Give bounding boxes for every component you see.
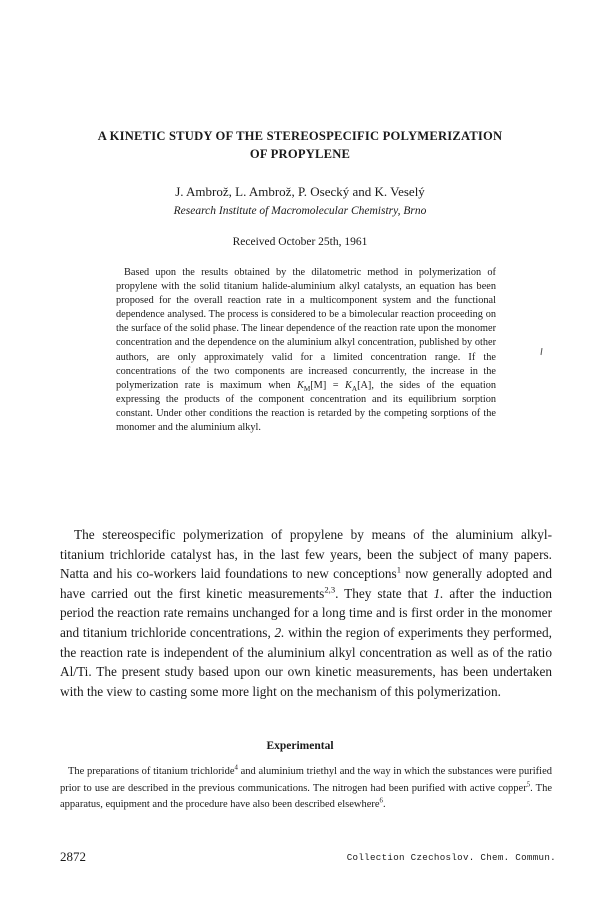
m-concentration: [M] =	[310, 379, 339, 391]
introduction	[60, 525, 552, 701]
list-item-2-number: 2.	[274, 624, 285, 640]
journal-name: Collection Czechoslov. Chem. Commun.	[346, 852, 556, 863]
intro-text-5: within the region of experiments they performed, the reaction rate is independent of the aluminium alkyl concentration as well as of the ratio Al/Ti. The present study based upon our own kinetic measurements, has been undertaken with the view to casting some more light on the mechanism of this polymerization.	[60, 624, 552, 699]
received-date: Received October 25th, 1961	[232, 236, 368, 248]
article-title	[40, 127, 560, 163]
intro-text-1: The stereospecific polymerization of propylene by means of the aluminium alkyl-titanium trichloride catalyst has, in the last few years, been the subject of many papers. Natta and his co-workers laid foundations to new conceptions	[60, 527, 552, 582]
title-line-1: A KINETIC STUDY OF THE STEREOSPECIFIC POLYMERIZATION	[97, 129, 503, 143]
abstract-text-1: Based upon the results obtained by the dilatometric method in polymerization of propylene with the solid titanium halide-aluminium alkyl catalysts, an equation has been proposed for the overall reaction rate in a multicomponent system and the functional dependence analysed. The process is considered to be a bimolecular reaction proceeding on the surface of the solid phase. The linear dependence of the reaction rate upon the monomer concentration and the dependence on the aluminium alkyl concentration, published by other authors, are only approximately valid for a limited concentration range. If the concentrations of the two components are increased concurrently, the increase in the polymerization rate is maximum when	[116, 267, 496, 391]
km-symbol: K	[296, 379, 304, 391]
exp-text-2: and aluminium triethyl and the way in which the substances were purified prior to use are described in the previous communications. The nitrogen had been purified with active copper	[60, 766, 552, 794]
title-line-2: OF PROPYLENE	[249, 147, 351, 161]
exp-text-3: . The apparatus, equipment and the procedure have also been described elsewhere	[60, 782, 552, 811]
intro-text-3: . They state that	[335, 585, 434, 601]
list-item-1-number: 1.	[433, 585, 444, 601]
page-number: 2872	[60, 849, 86, 864]
km-subscript: M	[303, 384, 311, 393]
abstract-text-2: , the sides of the equation expressing the products of the component concentration and its equilibrium sorption constant. Under other conditions the reaction is retarded by the competing sorptions of the monomer and the aluminium alkyl.	[116, 379, 496, 434]
exp-text-1: The preparations of titanium trichloride	[68, 766, 235, 777]
experimental-section	[60, 764, 552, 814]
section-heading-experimental: Experimental	[266, 740, 334, 752]
stray-mark	[540, 348, 544, 356]
reference-6: 6	[379, 797, 383, 805]
intro-text-4: after the induction period the reaction rate remains unchanged for a long time and is first order in the monomer and titanium trichloride concentrations,	[60, 585, 552, 640]
exp-text-4: .	[382, 799, 386, 811]
abstract-paragraph	[116, 266, 496, 435]
intro-text-2: now generally adopted and have carried out the first kinetic measurements	[60, 566, 552, 601]
reference-4: 4	[234, 764, 238, 772]
affiliation: Research Institute of Macromolecular Chemistry, Brno	[173, 205, 427, 217]
experimental-paragraph	[60, 764, 552, 814]
intro-paragraph	[60, 525, 552, 701]
reference-1: 1	[396, 564, 401, 575]
ka-subscript: A	[351, 384, 358, 393]
ka-symbol: K	[344, 379, 352, 391]
abstract	[116, 266, 496, 435]
author-list: J. Ambrož, L. Ambrož, P. Osecký and K. Veselý	[175, 184, 425, 199]
reference-5: 5	[526, 781, 531, 789]
reference-2-3: 2,3	[324, 584, 336, 595]
a-concentration: [A]	[357, 379, 372, 391]
